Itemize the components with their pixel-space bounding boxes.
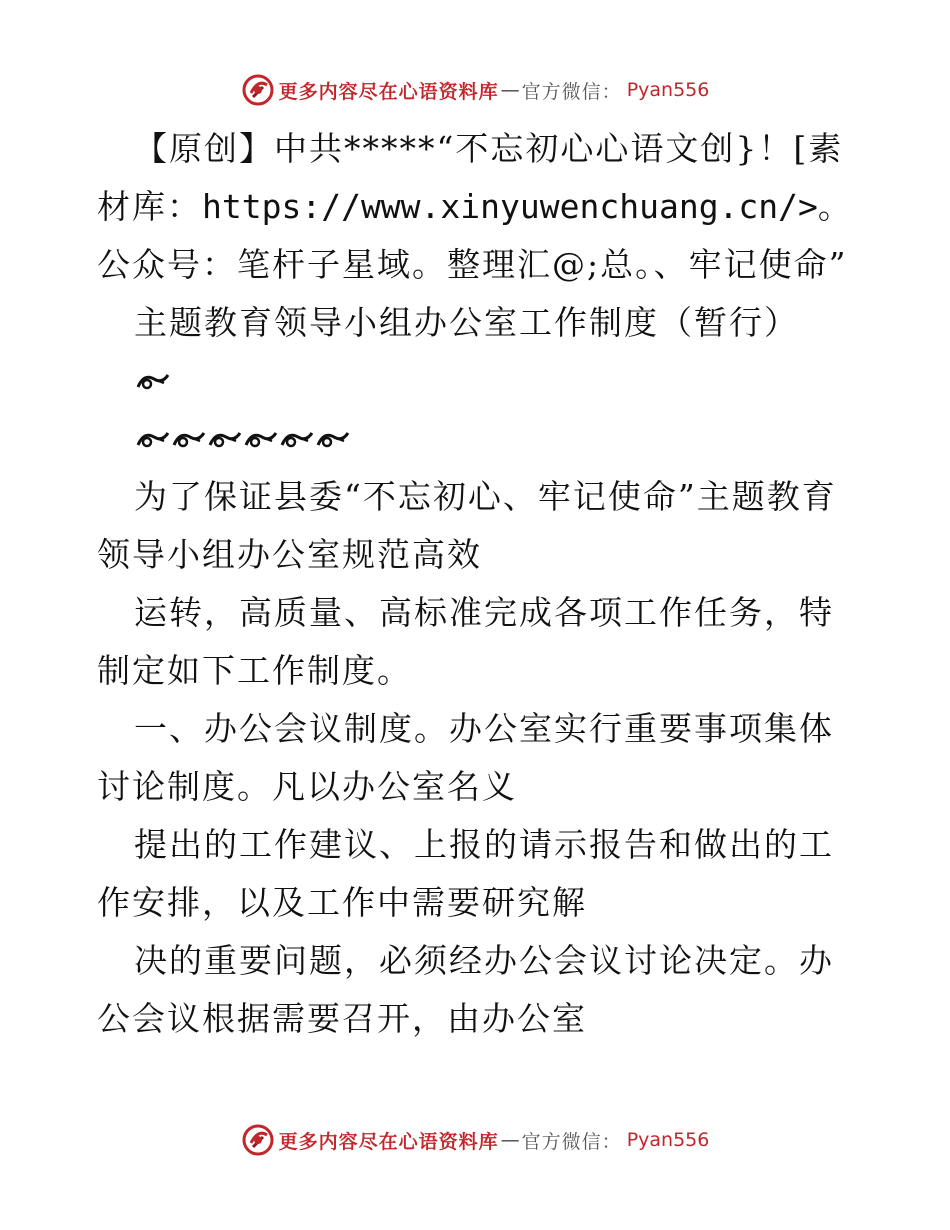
ornament-row-2 xyxy=(97,410,857,468)
banner-wechat-id: Pyan556 xyxy=(626,79,710,101)
banner-label: 官方微信 xyxy=(521,1130,602,1153)
ornament-icon xyxy=(134,369,172,393)
body-paragraph: 一、办公会议制度。办公室实行重要事项集体讨论制度。凡以办公室名义 xyxy=(97,709,834,806)
banner-colon: ： xyxy=(601,1130,621,1153)
ornament-row-1 xyxy=(97,352,857,410)
ornament-icon xyxy=(170,427,208,451)
header-banner xyxy=(0,70,950,110)
intro-paragraph xyxy=(97,120,857,294)
intro-suffix: 。公众号：笔杆子星域。整理汇@;总。、牢记使命” xyxy=(97,187,853,284)
banner-colon: ： xyxy=(601,80,621,103)
document-body xyxy=(97,120,857,1048)
intro-url: https://www.xinyuwenchuang.cn/> xyxy=(202,187,818,226)
ornament-icon xyxy=(242,427,280,451)
banner-separator: — xyxy=(500,1129,520,1151)
ornament-icon xyxy=(278,427,316,451)
body-paragraph: 为了保证县委“不忘初心、牢记使命”主题教育领导小组办公室规范高效 xyxy=(97,477,837,574)
banner-wechat-id: Pyan556 xyxy=(626,1129,710,1151)
brand-logo-icon xyxy=(241,73,275,107)
banner-separator: — xyxy=(500,79,520,101)
banner-text: 更多内容尽在心语资料库 xyxy=(278,1130,499,1153)
body-paragraph: 运转，高质量、高标准完成各项工作任务，特制定如下工作制度。 xyxy=(97,593,834,690)
ornament-icon xyxy=(134,427,172,451)
ornament-icon xyxy=(206,427,244,451)
intro-prefix: 【原创】中共*****“不忘初心心语文创}！[素材库： xyxy=(97,129,844,226)
ornament-icon xyxy=(314,427,352,451)
brand-logo-icon xyxy=(241,1123,275,1157)
banner-label: 官方微信 xyxy=(521,80,602,103)
body-paragraph: 决的重要问题，必须经办公会议讨论决定。办公会议根据需要召开，由办公室 xyxy=(97,941,834,1038)
body-paragraph: 提出的工作建议、上报的请示报告和做出的工作安排，以及工作中需要研究解 xyxy=(97,825,834,922)
banner-text: 更多内容尽在心语资料库 xyxy=(278,80,499,103)
footer-banner xyxy=(0,1120,950,1160)
document-title: 主题教育领导小组办公室工作制度（暂行） xyxy=(134,303,799,342)
